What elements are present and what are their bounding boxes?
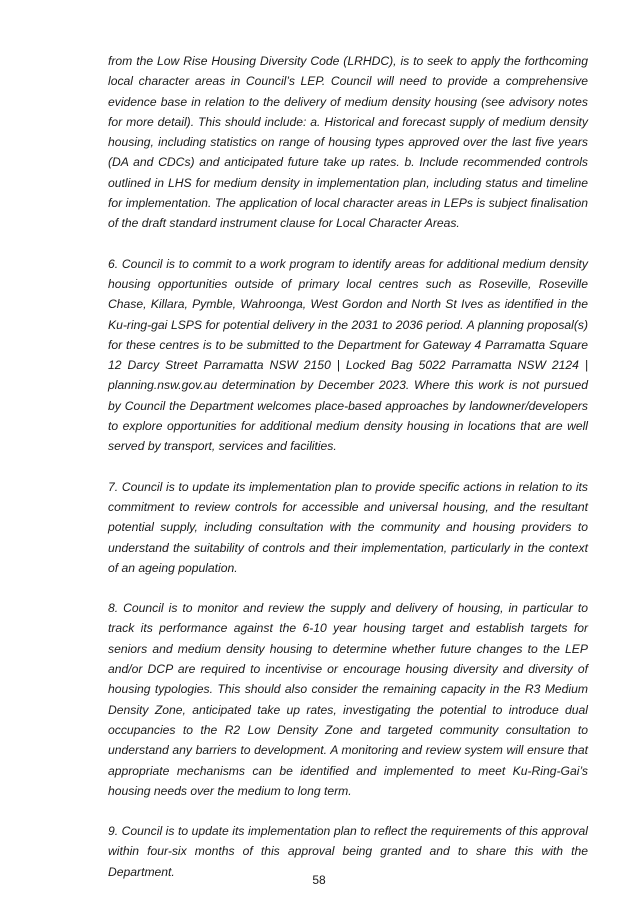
paragraph-continuation: from the Low Rise Housing Diversity Code (LRHDC), is to seek to apply the forthcoming local character areas in Council’s LEP. Council will need to provide a comprehensive evidence base in relation to the delivery of medium density housing (see advisory notes for more detail). This should include: a. Historical and forecast supply of medium density housing, including statistics on range of housing types approved over the last five years (DA and CDCs) and anticipated future take up rates. b. Include recommended controls outlined in LHS for medium density in implementation plan, including status and timeline for implementation. The application of local character areas in LEPs is subject finalisation of the draft standard instrument clause for Local Character Areas. bbox=[108, 54, 588, 231]
paragraph-item-8: 8. Council is to monitor and review the supply and delivery of housing, in particular to track its performance against the 6-10 year housing target and establish targets for seniors and medium density housing to determine whether future changes to the LEP and/or DCP are required to incentivise or encourage housing diversity and diversity of housing typologies. This should also consider the remaining capacity in the R3 Medium Density Zone, anticipated take up rates, investigating the potential to introduce dual occupancies to the R2 Low Density Zone and targeted community consultation to understand any barriers to development. A monitoring and review system will ensure that appropriate mechanisms can be identified and implemented to meet Ku-Ring-Gai’s housing needs over the medium to long term. bbox=[108, 601, 588, 798]
page-number: 58 bbox=[312, 873, 326, 887]
paragraph-item-7: 7. Council is to update its implementation plan to provide specific actions in relation to its commitment to review controls for accessible and universal housing, and the resultant potential supply, including consultation with the community and housing providers to understand the suitability of controls and their implementation, particularly in the context of an ageing population. bbox=[108, 479, 588, 575]
paragraph-item-6: 6. Council is to commit to a work program to identify areas for additional medium density housing opportunities outside of primary local centres such as Roseville, Roseville Chase, Killara, Pymble, Wahroonga, West Gordon and North St Ives as identified in the Ku-ring-gai LSPS for potential delivery in the 2031 to 2036 period. A planning proposal(s) for these centres is to be submitted to the Department for Gateway 4 Parramatta Square 12 Darcy Street Parramatta NSW 2150 | Locked Bag 5022 Parramatta NSW 2124 | planning.nsw.gov.au determination by December 2023. Where this work is not pursued by Council the Department welcomes place-based approaches by landowner/developers to explore opportunities for additional medium density housing in locations that are well served by transport, services and facilities. bbox=[108, 256, 588, 454]
paragraph-item-9: 9. Council is to update its implementation plan to reflect the requirements of this approval within four-six months of this approval being granted and to share this with the Department. bbox=[108, 824, 588, 879]
body-text bbox=[108, 51, 588, 902]
